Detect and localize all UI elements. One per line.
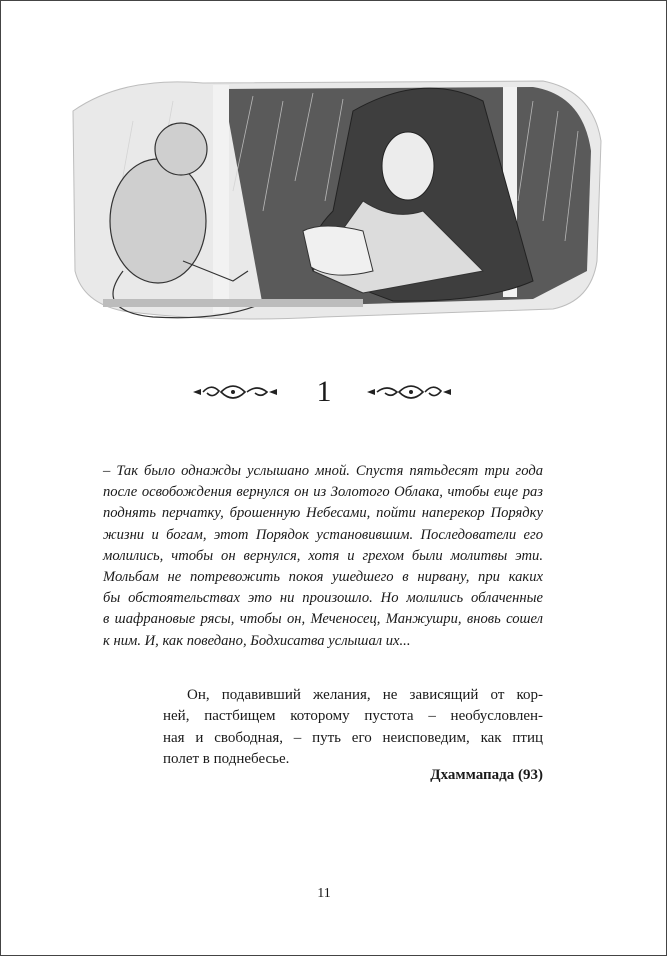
prologue-line: после освобождения вернулся он из Золотого Облака, чтобы еще раз (103, 484, 543, 501)
prologue-line: жизни и богам, этот Порядок установившим. Последователи его (103, 526, 543, 543)
prologue-line: поднять перчатку, брошенную Небесами, пойти наперекор Порядку (103, 505, 543, 522)
epigraph-line: ная и свободная, – путь его неисповедим, как птиц (163, 729, 543, 746)
illustration-monkey-and-veiled-figure (63, 71, 605, 329)
page-number: 11 (317, 886, 331, 901)
prologue-line: бы обстоятельствах это ни произошло. Но молились облаченные (103, 590, 543, 607)
chapter-number: 1 (316, 375, 332, 408)
prologue-line: Мольбам не потревожить покоя ушедшего в нирвану, при каких (103, 569, 543, 586)
ornament-left-icon (191, 381, 279, 403)
ornament-right-icon (365, 381, 453, 403)
epigraph-line: Он, подавивший желания, не зависящий от кор- (187, 687, 543, 703)
chapter-illustration (63, 71, 605, 329)
chapter-heading (1, 373, 666, 413)
prologue-line: – Так было однажды услышано мной. Спустя пятьдесят три года (103, 463, 543, 479)
prologue-line: к ним. И, как поведано, Бодхисатва услышал их... (103, 632, 411, 649)
epigraph-line: полет в поднебесье. (163, 751, 290, 768)
epigraph-line: ней, пастбищем которому пустота – необусловлен- (163, 708, 543, 725)
prologue-text (103, 461, 543, 652)
prologue-line: молились, чтобы он вернулся, хотя и грехом были молитвы эти. (103, 547, 543, 564)
epigraph-source: Дхаммапада (93) (430, 767, 543, 783)
prologue-line: в шафрановые рясы, чтобы он, Меченосец, Манжушри, вновь сошел (103, 611, 543, 628)
epigraph-text (163, 685, 543, 771)
